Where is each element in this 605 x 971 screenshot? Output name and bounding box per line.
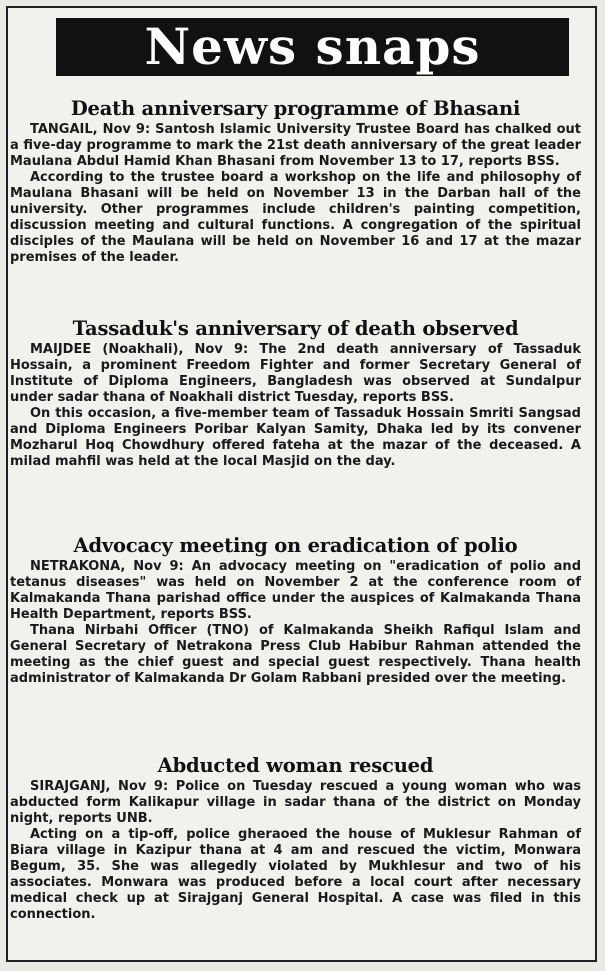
- story-rescue: [10, 752, 581, 923]
- story-headline: Tassaduk's anniversary of death observed: [72, 317, 519, 340]
- story-paragraph: MAIJDEE (Noakhali), Nov 9: The 2nd death anniversary of Tassaduk Hossain, a prominent Freedom Fighter and former Secretary General of Institute of Diploma Engineers, Bangladesh was observed at Sundalpur under sadar thana of Noakhali district Tuesday, reports BSS.: [10, 342, 581, 405]
- story-paragraph: On this occasion, a five-member team of Tassaduk Hossain Smriti Sangsad and Diploma Engineers Poribar Kalyan Samity, Dhaka led by its convener Mozharul Hoq Chowdhury offered fateha at the mazar of the deceased. A milad mahfil was held at the local Masjid on the day.: [10, 406, 581, 469]
- story-headline: Abducted woman rescued: [157, 754, 434, 777]
- story-paragraph: Acting on a tip-off, police gheraoed the house of Muklesur Rahman of Biara village in Kazipur thana at 4 am and rescued the victim, Monwara Begum, 35. She was allegedly violated by Mukhlesur and two of his associates. Monwara was produced before a local court after necessary medical check up at Sirajganj General Hospital. A case was filed in this connection.: [10, 827, 581, 922]
- story-bhasani: [10, 95, 581, 266]
- story-polio: [10, 532, 581, 687]
- story-headline: Advocacy meeting on eradication of polio: [73, 534, 518, 557]
- story-paragraph: SIRAJGANJ, Nov 9: Police on Tuesday rescued a young woman who was abducted form Kalikapur village in sadar thana of the district on Monday night, reports UNB.: [10, 779, 581, 826]
- story-tassaduk: [10, 315, 581, 470]
- story-paragraph: Thana Nirbahi Officer (TNO) of Kalmakanda Sheikh Rafiqul Islam and General Secretary of Netrakona Press Club Habibur Rahman attended the meeting as the chief guest and special guest respectively. Thana health administrator of Kalmakanda Dr Golam Rabbani presided over the meeting.: [10, 623, 581, 686]
- story-paragraph: According to the trustee board a workshop on the life and philosophy of Maulana Bhasani will be held on November 13 in the Darban hall of the university. Other programmes include children's painting competition, discussion meeting and cultural functions. A congregation of the spiritual disciples of the Maulana will be held on November 16 and 17 at the mazar premises of the leader.: [10, 170, 581, 265]
- story-paragraph: NETRAKONA, Nov 9: An advocacy meeting on "eradication of polio and tetanus diseases" was held on November 2 at the conference room of Kalmakanda Thana parishad office under the auspices of Kalmakanda Thana Health Department, reports BSS.: [10, 559, 581, 622]
- section-banner: News snaps: [56, 18, 569, 76]
- story-paragraph: TANGAIL, Nov 9: Santosh Islamic University Trustee Board has chalked out a five-day programme to mark the 21st death anniversary of the great leader Maulana Abdul Hamid Khan Bhasani from November 13 to 17, reports BSS.: [10, 122, 581, 169]
- story-headline: Death anniversary programme of Bhasani: [70, 97, 521, 120]
